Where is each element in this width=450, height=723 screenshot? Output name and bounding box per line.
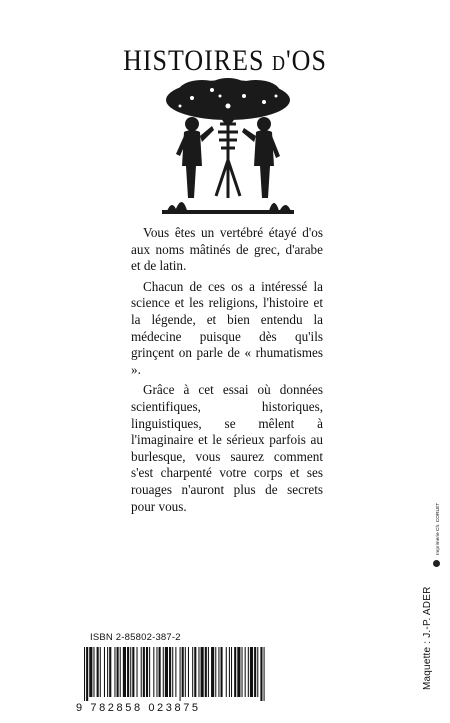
printer-logo-icon — [433, 560, 440, 567]
barcode-bar — [237, 647, 240, 697]
barcode-bar — [97, 647, 99, 697]
barcode-bar — [192, 647, 193, 697]
barcode-bar — [180, 647, 181, 701]
barcode-bar — [132, 647, 134, 697]
barcode-bar — [107, 647, 108, 697]
barcode-bar — [201, 647, 204, 697]
barcode-bar — [194, 647, 196, 697]
barcode-bar — [141, 647, 142, 697]
barcode-bar — [172, 647, 173, 697]
barcode-bar — [137, 647, 138, 697]
barcode-bar — [229, 647, 230, 697]
barcode-bar — [163, 647, 164, 697]
barcode-bar — [245, 647, 246, 697]
barcode-number: 9 782858 023875 — [76, 702, 201, 714]
barcode-bar — [123, 647, 126, 697]
blurb-paragraph-1: Vous êtes un vertébré étayé d'os aux noms mâtinés de grec, d'arabe et de latin. — [131, 225, 323, 274]
barcode-bar — [264, 647, 265, 701]
book-title: HISTOIRES d'OS — [123, 43, 327, 78]
isbn-label: ISBN 2-85802-387-2 — [90, 632, 181, 643]
barcode-bar — [175, 647, 176, 697]
barcode-bar — [198, 647, 199, 697]
barcode-bar — [104, 647, 105, 697]
barcode-bar — [117, 647, 119, 697]
barcode-bar — [165, 647, 168, 697]
barcode-bar — [188, 647, 189, 697]
barcode-bar — [127, 647, 129, 697]
printer-credit: Imprimerie Ch. CORLET — [436, 502, 441, 555]
barcode-bar — [215, 647, 216, 697]
barcode-bar — [257, 647, 258, 697]
barcode-bar — [86, 647, 88, 701]
barcode-bar — [120, 647, 121, 697]
barcode-bar — [250, 647, 253, 697]
barcode-bar — [130, 647, 131, 697]
barcode-bar — [109, 647, 111, 697]
barcode-bar — [221, 647, 223, 697]
barcode-bar — [114, 647, 115, 697]
blurb-paragraph-3: Grâce à cet essai où données scientifiques, historiques, linguistiques, se mêlent à l'imaginaire et le sérieux parfois au burlesque, vous saurez comment s'est charpenté votre corps et ses rouages n'auront plus de secrets pour vous. — [131, 382, 323, 514]
barcode-bar — [226, 647, 227, 697]
barcode-bar — [146, 647, 148, 697]
barcode-bar — [149, 647, 150, 697]
barcode-bar — [208, 647, 209, 697]
barcode-bar — [182, 647, 184, 697]
barcode-bar — [89, 647, 92, 697]
barcode-bar — [100, 647, 101, 697]
barcode-bar — [159, 647, 161, 697]
barcode-bar — [169, 647, 171, 697]
barcode-bar — [93, 647, 94, 697]
isbn-barcode-icon — [82, 647, 268, 701]
barcode-bar — [242, 647, 243, 697]
design-credit: Maquette : J.-P. ADER — [422, 586, 433, 690]
barcode-bar — [143, 647, 145, 697]
blurb-paragraph-2: Chacun de ces os a intéressé la science et les religions, l'histoire et la légende, et bien entendu la médecine puisque dès qu'ils grinçent on parle de « rhumatismes ». — [131, 278, 323, 377]
back-cover-blurb — [131, 225, 323, 519]
barcode-bar — [248, 647, 249, 697]
barcode-bar — [84, 647, 85, 701]
barcode-bar — [231, 647, 232, 697]
barcode-bar — [156, 647, 157, 697]
barcode-bar — [211, 647, 214, 697]
barcode-bar — [218, 647, 219, 697]
barcode-bar — [205, 647, 207, 697]
barcode-bar — [254, 647, 256, 697]
barcode-bar — [260, 647, 262, 701]
adam-eve-skeleton-tree-engraving-icon — [152, 78, 304, 216]
barcode-bar — [185, 647, 186, 697]
barcode-bar — [153, 647, 154, 697]
barcode-bar — [234, 647, 236, 697]
